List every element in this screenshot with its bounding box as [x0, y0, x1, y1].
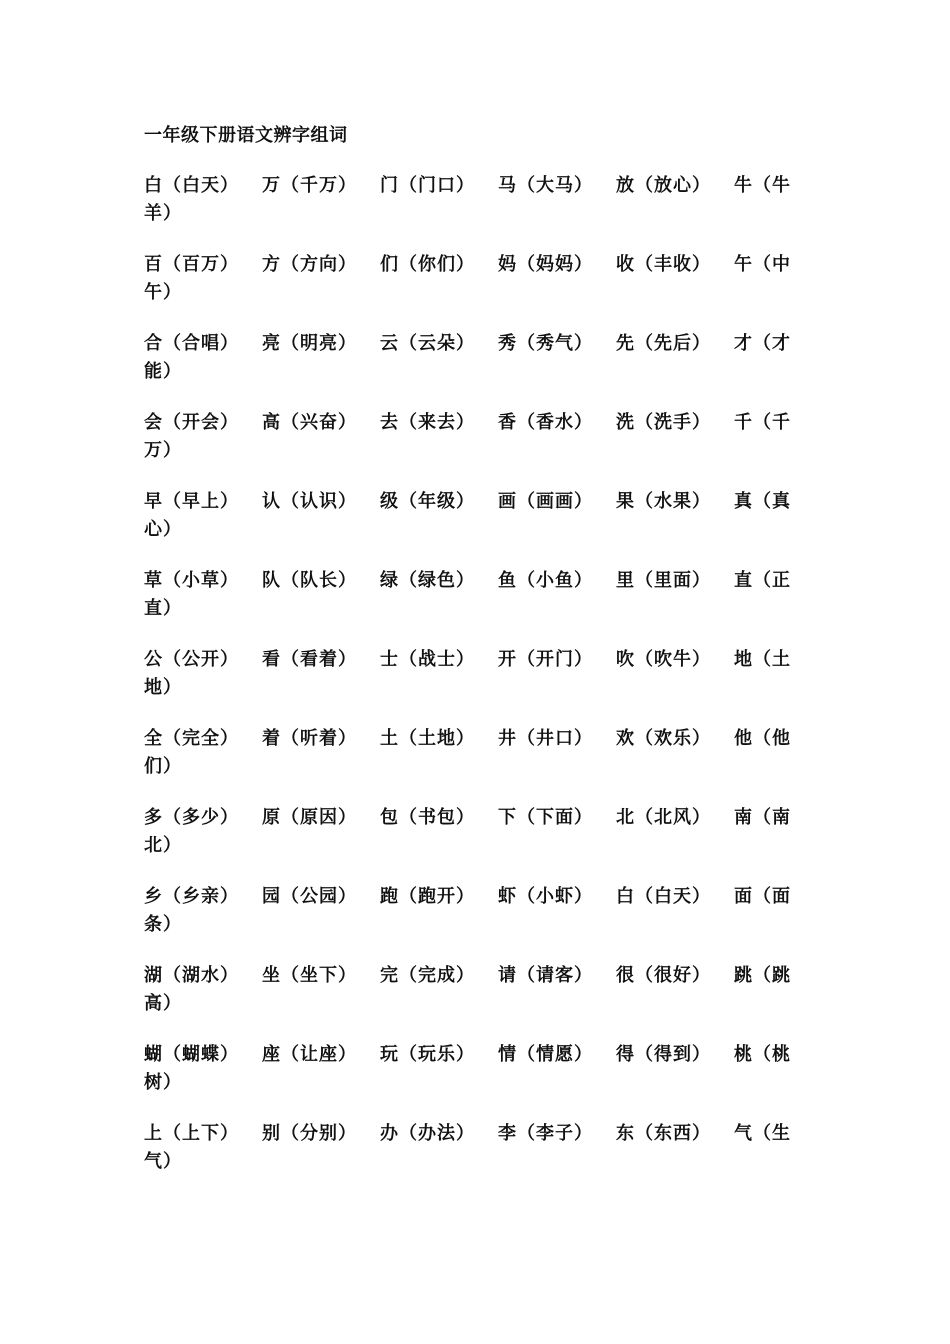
word-row: [144, 409, 794, 465]
word-item: 直（正直）: [144, 570, 791, 619]
word-item: 气（生气）: [144, 1123, 791, 1172]
word-item: 草（小草）: [144, 570, 239, 591]
word-item: 收（丰收）: [616, 254, 711, 275]
word-row: [144, 646, 794, 702]
word-item: 云（云朵）: [380, 333, 475, 354]
word-item: 开（开门）: [498, 649, 593, 670]
document-title: 一年级下册语文辨字组词: [144, 125, 348, 146]
word-item: 亮（明亮）: [262, 333, 357, 354]
word-item: 百（百万）: [144, 254, 239, 275]
word-list: [144, 172, 794, 1176]
word-row: [144, 804, 794, 860]
word-item: 完（完成）: [380, 965, 475, 986]
word-item: 坐（坐下）: [262, 965, 357, 986]
word-item: 们（你们）: [380, 254, 475, 275]
word-row: [144, 1120, 794, 1176]
word-item: 桃（桃树）: [144, 1044, 791, 1093]
word-item: 多（多少）: [144, 807, 239, 828]
word-item: 千（千万）: [144, 412, 791, 461]
word-item: 吹（吹牛）: [616, 649, 711, 670]
word-item: 跑（跑开）: [380, 886, 475, 907]
word-item: 着（听着）: [262, 728, 357, 749]
word-item: 真（真心）: [144, 491, 791, 540]
document-page: [144, 122, 794, 1199]
word-item: 万（千万）: [262, 175, 357, 196]
word-item: 秀（秀气）: [498, 333, 593, 354]
word-row: [144, 251, 794, 307]
word-item: 原（原因）: [262, 807, 357, 828]
word-item: 湖（湖水）: [144, 965, 239, 986]
word-item: 请（请客）: [498, 965, 593, 986]
word-item: 蝴（蝴蝶）: [144, 1044, 239, 1065]
word-row: [144, 883, 794, 939]
word-row: [144, 488, 794, 544]
word-item: 画（画画）: [498, 491, 593, 512]
word-item: 园（公园）: [262, 886, 357, 907]
word-item: 洗（洗手）: [616, 412, 711, 433]
word-item: 地（土地）: [144, 649, 791, 698]
word-item: 方（方向）: [262, 254, 357, 275]
word-item: 他（他们）: [144, 728, 791, 777]
word-item: 白（白天）: [616, 886, 711, 907]
word-item: 得（得到）: [616, 1044, 711, 1065]
word-item: 级（年级）: [380, 491, 475, 512]
word-item: 上（上下）: [144, 1123, 239, 1144]
word-item: 牛（牛羊）: [144, 175, 791, 224]
word-item: 李（李子）: [498, 1123, 593, 1144]
word-item: 南（南北）: [144, 807, 791, 856]
word-row: [144, 172, 794, 228]
word-item: 东（东西）: [616, 1123, 711, 1144]
word-item: 队（队长）: [262, 570, 357, 591]
word-item: 北（北风）: [616, 807, 711, 828]
word-row: [144, 330, 794, 386]
word-item: 土（土地）: [380, 728, 475, 749]
word-item: 情（情愿）: [498, 1044, 593, 1065]
word-item: 乡（乡亲）: [144, 886, 239, 907]
word-item: 里（里面）: [616, 570, 711, 591]
word-item: 全（完全）: [144, 728, 239, 749]
word-item: 士（战士）: [380, 649, 475, 670]
word-item: 座（让座）: [262, 1044, 357, 1065]
word-item: 会（开会）: [144, 412, 239, 433]
word-row: [144, 725, 794, 781]
word-item: 果（水果）: [616, 491, 711, 512]
word-item: 香（香水）: [498, 412, 593, 433]
word-item: 鱼（小鱼）: [498, 570, 593, 591]
word-item: 认（认识）: [262, 491, 357, 512]
word-item: 合（合唱）: [144, 333, 239, 354]
word-item: 午（中午）: [144, 254, 791, 303]
word-item: 马（大马）: [498, 175, 593, 196]
word-item: 门（门口）: [380, 175, 475, 196]
word-item: 早（早上）: [144, 491, 239, 512]
word-item: 先（先后）: [616, 333, 711, 354]
word-item: 玩（玩乐）: [380, 1044, 475, 1065]
word-row: [144, 962, 794, 1018]
word-item: 跳（跳高）: [144, 965, 791, 1014]
word-item: 井（井口）: [498, 728, 593, 749]
word-row: [144, 1041, 794, 1097]
word-item: 去（来去）: [380, 412, 475, 433]
word-item: 下（下面）: [498, 807, 593, 828]
word-item: 高（兴奋）: [262, 412, 357, 433]
word-item: 欢（欢乐）: [616, 728, 711, 749]
word-item: 虾（小虾）: [498, 886, 593, 907]
word-item: 别（分别）: [262, 1123, 357, 1144]
word-item: 很（很好）: [616, 965, 711, 986]
word-item: 妈（妈妈）: [498, 254, 593, 275]
word-item: 公（公开）: [144, 649, 239, 670]
word-item: 白（白天）: [144, 175, 239, 196]
word-row: [144, 567, 794, 623]
word-item: 包（书包）: [380, 807, 475, 828]
word-item: 才（才能）: [144, 333, 791, 382]
word-item: 面（面条）: [144, 886, 791, 935]
word-item: 看（看着）: [262, 649, 357, 670]
word-item: 放（放心）: [616, 175, 711, 196]
word-item: 办（办法）: [380, 1123, 475, 1144]
word-item: 绿（绿色）: [380, 570, 475, 591]
